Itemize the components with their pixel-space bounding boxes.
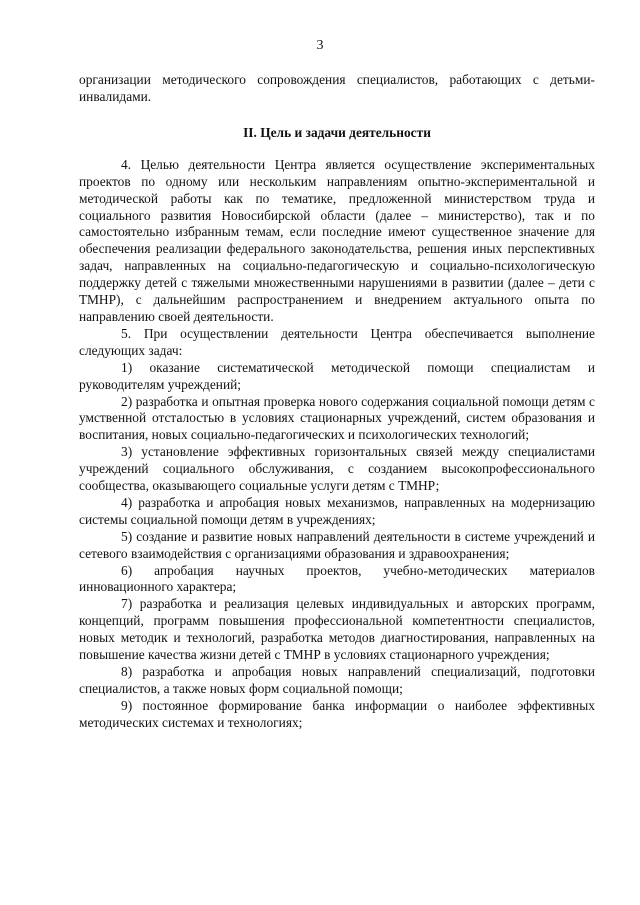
paragraph-5: 5. При осуществлении деятельности Центра обеспечивается выполнение следующих задач: (79, 325, 595, 358)
task-item: 5) создание и развитие новых направлений деятельности в системе учреждений и сетевого взаимодействия с организациями образования и здравоохранения; (79, 528, 595, 561)
task-item: 6) апробация научных проектов, учебно-методических материалов инновационного характера; (79, 562, 595, 595)
task-item: 8) разработка и апробация новых направлений специализаций, подготовки специалистов, а также новых форм социальной помощи; (79, 664, 595, 696)
intro-paragraph: организации методического сопровождения специалистов, работающих с детьми-инвалидами. (79, 72, 595, 104)
page-number: 3 (316, 38, 324, 53)
task-item: 4) разработка и апробация новых механизмов, направленных на модернизацию системы социальной помощи детям в учреждениях; (79, 494, 595, 527)
task-item: 3) установление эффективных горизонтальных связей между специалистами учреждений социального обслуживания, с созданием высокопрофессионального сообщества, оказывающего социальные услуги детям с ТМНР; (79, 444, 595, 494)
task-item: 9) постоянное формирование банка информации о наиболее эффективных методических системах и технологиях; (79, 697, 595, 730)
task-item: 7) разработка и реализация целевых индивидуальных и авторских программ, концепций, программ повышения профессиональной компетентности специалистов, новых методик и технологий, разработка методов диагностирования, направленных на повышение качества жизни детей с ТМНР в условиях стационарного учреждения; (79, 596, 595, 663)
section-heading: II. Цель и задачи деятельности (243, 124, 431, 140)
paragraph-4: 4. Целью деятельности Центра является осуществление экспериментальных проектов по одному или нескольким направлениям опытно-экспериментальной и методической работы как по тематике, предложенной министерством труда и социального развития Новосибирской области (далее – министерство), так и по самостоятельно избранным темам, если последние имеют существенное значение для обеспечения реализации федерального законодательства, решения иных перспективных задач, направленных на социально-педагогическую и социально-психологическую поддержку детей с тяжелыми множественными нарушениями в развитии (далее – дети с ТМНР), с дальнейшим распространением и внедрением актуального опыта по направлению своей деятельности. (79, 156, 595, 324)
document-body (79, 72, 595, 732)
task-item: 1) оказание систематической методической помощи специалистам и руководителям учреждений; (79, 359, 595, 392)
task-item: 2) разработка и опытная проверка нового содержания социальной помощи детям с умственной отсталостью в условиях стационарных учреждений, систем образования и воспитания, новых социально-педагогических и психологических технологий; (79, 393, 595, 443)
